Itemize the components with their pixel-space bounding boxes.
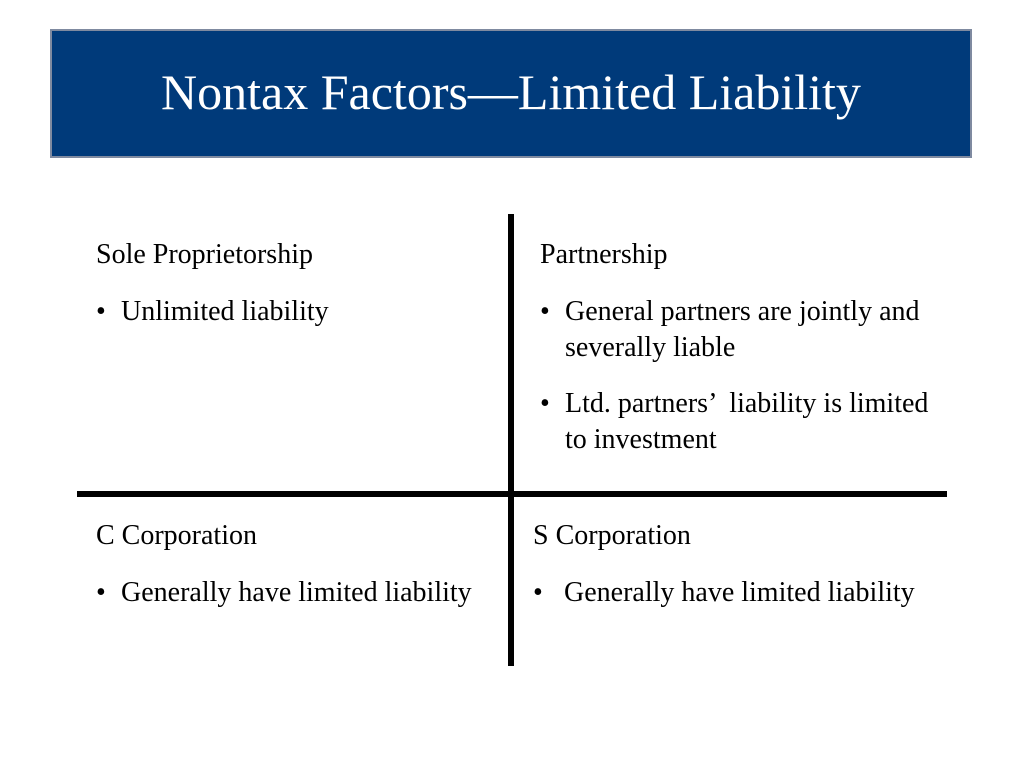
quadrant-heading: C Corporation (96, 520, 257, 551)
bullet-text: Ltd. partners’ liability is limited to investment (565, 388, 936, 455)
slide-title: Nontax Factors—Limited Liability (161, 63, 861, 120)
title-banner (50, 29, 972, 158)
bullet-icon: • (540, 388, 550, 419)
bullet-text: Generally have limited liability (121, 577, 472, 608)
bullet-item (540, 386, 950, 458)
quadrant-s-corporation (533, 518, 943, 611)
bullet-icon: • (540, 296, 550, 327)
bullet-text: Generally have limited liability (564, 577, 915, 608)
bullet-icon: • (96, 296, 106, 327)
bullet-item (96, 575, 496, 611)
bullet-icon: • (533, 577, 543, 608)
horizontal-divider (77, 491, 947, 497)
bullet-text: General partners are jointly and severally liable (565, 296, 920, 363)
bullet-list (96, 294, 496, 330)
bullet-icon: • (96, 577, 106, 608)
quadrant-heading: Sole Proprietorship (96, 239, 313, 270)
quadrant-sole-proprietorship (96, 237, 496, 330)
bullet-list (533, 575, 943, 611)
bullet-list (540, 294, 950, 458)
quadrant-partnership (540, 237, 950, 458)
bullet-item (96, 294, 496, 330)
bullet-text: Unlimited liability (121, 296, 329, 327)
bullet-item (533, 575, 943, 611)
vertical-divider (508, 214, 514, 666)
quadrant-heading: S Corporation (533, 520, 691, 551)
bullet-list (96, 575, 496, 611)
bullet-item (540, 294, 950, 366)
quadrant-heading: Partnership (540, 239, 668, 270)
quadrant-c-corporation (96, 518, 496, 611)
